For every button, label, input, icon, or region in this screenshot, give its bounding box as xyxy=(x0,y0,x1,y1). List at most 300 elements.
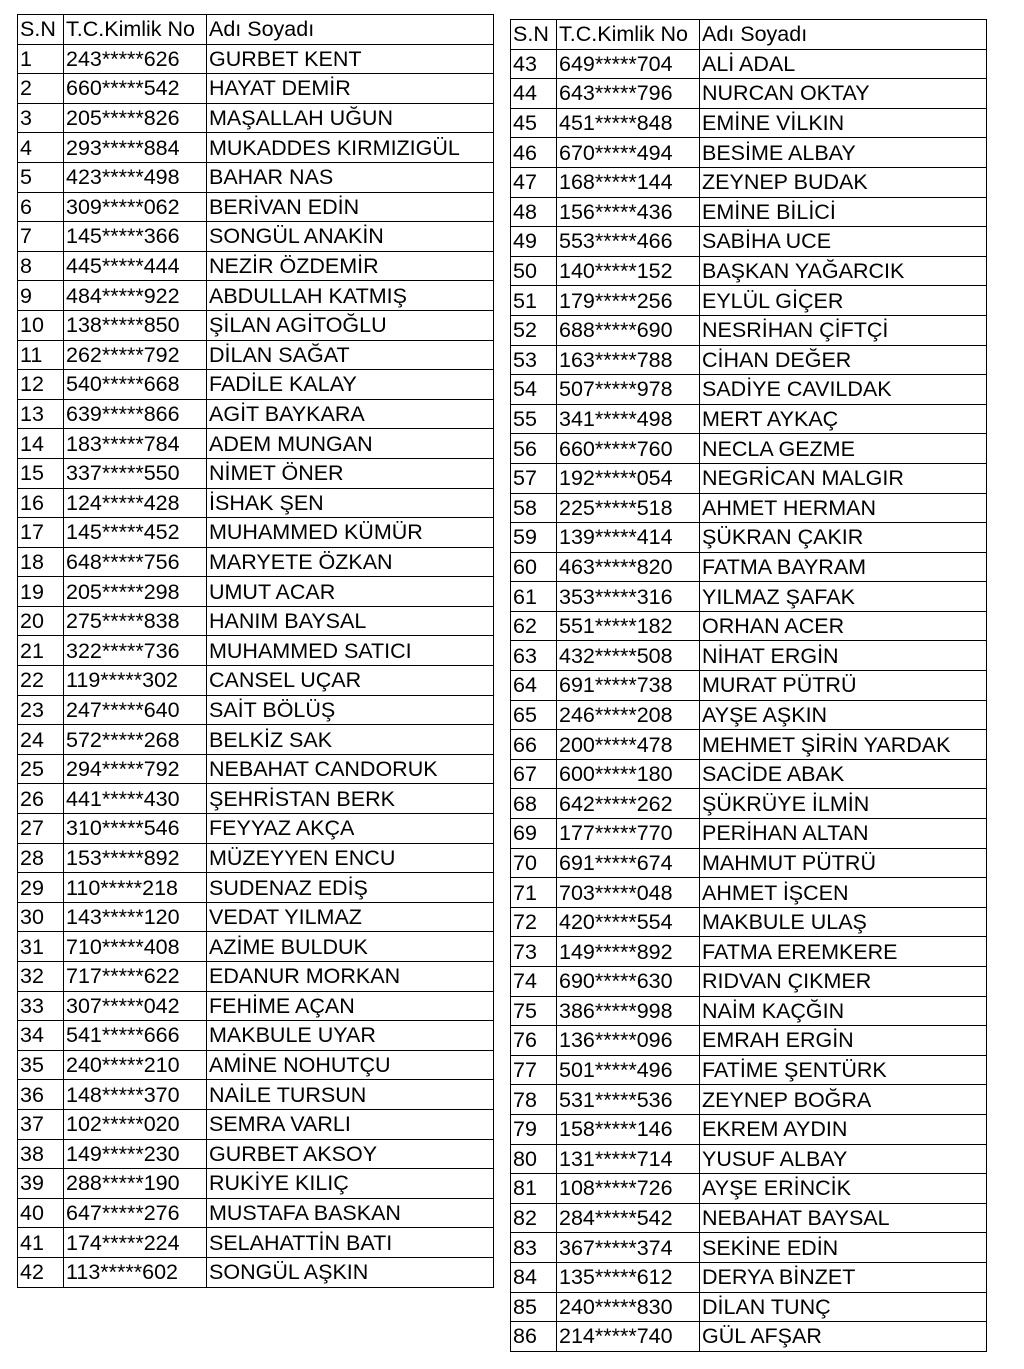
table-row xyxy=(18,1139,494,1169)
cell-name: DERYA BİNZET xyxy=(700,1262,987,1292)
cell-tc-kimlik: 293*****884 xyxy=(64,133,207,163)
cell-name: BAŞKAN YAĞARCIK xyxy=(700,256,987,286)
cell-sn: 24 xyxy=(18,725,64,755)
table-row xyxy=(511,759,987,789)
cell-tc-kimlik: 572*****268 xyxy=(64,725,207,755)
cell-tc-kimlik: 149*****892 xyxy=(557,937,700,967)
cell-tc-kimlik: 246*****208 xyxy=(557,700,700,730)
header-name: Adı Soyadı xyxy=(700,20,987,50)
header-tc: T.C.Kimlik No xyxy=(64,15,207,45)
cell-sn: 14 xyxy=(18,429,64,459)
cell-sn: 18 xyxy=(18,547,64,577)
cell-tc-kimlik: 294*****792 xyxy=(64,754,207,784)
cell-tc-kimlik: 163*****788 xyxy=(557,345,700,375)
cell-tc-kimlik: 124*****428 xyxy=(64,488,207,518)
cell-sn: 54 xyxy=(511,375,557,405)
cell-sn: 57 xyxy=(511,463,557,493)
cell-tc-kimlik: 337*****550 xyxy=(64,458,207,488)
cell-sn: 71 xyxy=(511,878,557,908)
table-row xyxy=(18,1080,494,1110)
cell-name: DİLAN SAĞAT xyxy=(207,340,494,370)
cell-tc-kimlik: 341*****498 xyxy=(557,404,700,434)
table-row xyxy=(18,103,494,133)
cell-sn: 41 xyxy=(18,1228,64,1258)
cell-sn: 44 xyxy=(511,79,557,109)
cell-tc-kimlik: 649*****704 xyxy=(557,49,700,79)
cell-name: AMİNE NOHUTÇU xyxy=(207,1050,494,1080)
cell-tc-kimlik: 174*****224 xyxy=(64,1228,207,1258)
table-row xyxy=(511,1292,987,1322)
table-row xyxy=(18,340,494,370)
cell-sn: 56 xyxy=(511,434,557,464)
cell-name: FADİLE KALAY xyxy=(207,370,494,400)
cell-tc-kimlik: 153*****892 xyxy=(64,843,207,873)
cell-tc-kimlik: 262*****792 xyxy=(64,340,207,370)
cell-sn: 52 xyxy=(511,315,557,345)
table-row xyxy=(511,700,987,730)
table-row xyxy=(18,518,494,548)
cell-sn: 1 xyxy=(18,44,64,74)
header-sn: S.N xyxy=(18,15,64,45)
cell-sn: 6 xyxy=(18,192,64,222)
cell-name: ORHAN ACER xyxy=(700,611,987,641)
cell-sn: 83 xyxy=(511,1233,557,1263)
cell-sn: 26 xyxy=(18,784,64,814)
cell-tc-kimlik: 284*****542 xyxy=(557,1203,700,1233)
cell-name: MARYETE ÖZKAN xyxy=(207,547,494,577)
cell-sn: 67 xyxy=(511,759,557,789)
cell-name: FATİME ŞENTÜRK xyxy=(700,1055,987,1085)
cell-sn: 63 xyxy=(511,641,557,671)
table-row xyxy=(18,991,494,1021)
cell-name: ŞEHRİSTAN BERK xyxy=(207,784,494,814)
cell-tc-kimlik: 309*****062 xyxy=(64,192,207,222)
cell-name: GÜL AFŞAR xyxy=(700,1322,987,1352)
cell-sn: 66 xyxy=(511,730,557,760)
cell-tc-kimlik: 275*****838 xyxy=(64,606,207,636)
cell-sn: 22 xyxy=(18,666,64,696)
table-row xyxy=(18,192,494,222)
table-row xyxy=(511,1322,987,1352)
table-row xyxy=(511,611,987,641)
cell-name: UMUT ACAR xyxy=(207,577,494,607)
cell-tc-kimlik: 110*****218 xyxy=(64,873,207,903)
table-row xyxy=(18,281,494,311)
cell-tc-kimlik: 119*****302 xyxy=(64,666,207,696)
table-row xyxy=(18,1257,494,1287)
cell-tc-kimlik: 240*****830 xyxy=(557,1292,700,1322)
cell-sn: 39 xyxy=(18,1169,64,1199)
cell-name: NAİM KAÇĞIN xyxy=(700,996,987,1026)
cell-tc-kimlik: 177*****770 xyxy=(557,819,700,849)
cell-tc-kimlik: 386*****998 xyxy=(557,996,700,1026)
table-row xyxy=(511,315,987,345)
cell-tc-kimlik: 310*****546 xyxy=(64,814,207,844)
table-row xyxy=(511,138,987,168)
cell-sn: 5 xyxy=(18,162,64,192)
cell-tc-kimlik: 432*****508 xyxy=(557,641,700,671)
table-row xyxy=(18,754,494,784)
cell-sn: 21 xyxy=(18,636,64,666)
table-row xyxy=(18,1198,494,1228)
cell-tc-kimlik: 214*****740 xyxy=(557,1322,700,1352)
cell-sn: 36 xyxy=(18,1080,64,1110)
cell-tc-kimlik: 717*****622 xyxy=(64,962,207,992)
cell-tc-kimlik: 240*****210 xyxy=(64,1050,207,1080)
table-row xyxy=(511,641,987,671)
cell-name: MEHMET ŞİRİN YARDAK xyxy=(700,730,987,760)
cell-name: EYLÜL GİÇER xyxy=(700,286,987,316)
cell-sn: 70 xyxy=(511,848,557,878)
cell-tc-kimlik: 553*****466 xyxy=(557,227,700,257)
cell-name: SELAHATTİN BATI xyxy=(207,1228,494,1258)
table-row xyxy=(511,197,987,227)
cell-name: MURAT PÜTRÜ xyxy=(700,671,987,701)
cell-tc-kimlik: 501*****496 xyxy=(557,1055,700,1085)
cell-sn: 33 xyxy=(18,991,64,1021)
table-row xyxy=(18,873,494,903)
cell-tc-kimlik: 451*****848 xyxy=(557,108,700,138)
table-row xyxy=(18,606,494,636)
cell-sn: 76 xyxy=(511,1026,557,1056)
cell-tc-kimlik: 690*****630 xyxy=(557,967,700,997)
cell-sn: 11 xyxy=(18,340,64,370)
cell-sn: 32 xyxy=(18,962,64,992)
cell-name: AGİT BAYKARA xyxy=(207,399,494,429)
cell-tc-kimlik: 156*****436 xyxy=(557,197,700,227)
cell-tc-kimlik: 648*****756 xyxy=(64,547,207,577)
cell-name: FEHİME AÇAN xyxy=(207,991,494,1021)
table-row xyxy=(511,789,987,819)
cell-name: PERİHAN ALTAN xyxy=(700,819,987,849)
cell-sn: 23 xyxy=(18,695,64,725)
cell-sn: 69 xyxy=(511,819,557,849)
cell-name: ALİ ADAL xyxy=(700,49,987,79)
table-row xyxy=(511,167,987,197)
cell-name: HAYAT DEMİR xyxy=(207,74,494,104)
table-row xyxy=(511,1174,987,1204)
cell-sn: 40 xyxy=(18,1198,64,1228)
table-row xyxy=(511,434,987,464)
cell-name: SADİYE CAVILDAK xyxy=(700,375,987,405)
cell-sn: 43 xyxy=(511,49,557,79)
cell-name: AYŞE ERİNCİK xyxy=(700,1174,987,1204)
table-row xyxy=(18,666,494,696)
table-row xyxy=(18,784,494,814)
table-row xyxy=(18,962,494,992)
cell-sn: 7 xyxy=(18,222,64,252)
cell-name: ABDULLAH KATMIŞ xyxy=(207,281,494,311)
cell-name: RIDVAN ÇIKMER xyxy=(700,967,987,997)
cell-tc-kimlik: 540*****668 xyxy=(64,370,207,400)
cell-sn: 62 xyxy=(511,611,557,641)
table-row xyxy=(511,1233,987,1263)
cell-name: ZEYNEP BUDAK xyxy=(700,167,987,197)
cell-name: SONGÜL ANAKİN xyxy=(207,222,494,252)
cell-tc-kimlik: 463*****820 xyxy=(557,552,700,582)
cell-sn: 78 xyxy=(511,1085,557,1115)
cell-tc-kimlik: 113*****602 xyxy=(64,1257,207,1287)
cell-tc-kimlik: 531*****536 xyxy=(557,1085,700,1115)
cell-tc-kimlik: 135*****612 xyxy=(557,1262,700,1292)
cell-tc-kimlik: 145*****366 xyxy=(64,222,207,252)
cell-sn: 61 xyxy=(511,582,557,612)
cell-name: BESİME ALBAY xyxy=(700,138,987,168)
cell-tc-kimlik: 225*****518 xyxy=(557,493,700,523)
cell-name: MAHMUT PÜTRÜ xyxy=(700,848,987,878)
cell-tc-kimlik: 691*****674 xyxy=(557,848,700,878)
left-table xyxy=(17,14,494,1288)
table-row xyxy=(511,1055,987,1085)
cell-tc-kimlik: 353*****316 xyxy=(557,582,700,612)
cell-tc-kimlik: 145*****452 xyxy=(64,518,207,548)
cell-name: EMİNE VİLKIN xyxy=(700,108,987,138)
cell-tc-kimlik: 507*****978 xyxy=(557,375,700,405)
cell-name: MUHAMMED SATICI xyxy=(207,636,494,666)
cell-name: HANIM BAYSAL xyxy=(207,606,494,636)
cell-sn: 73 xyxy=(511,937,557,967)
cell-name: SEMRA VARLI xyxy=(207,1109,494,1139)
table-row xyxy=(511,730,987,760)
cell-tc-kimlik: 600*****180 xyxy=(557,759,700,789)
cell-name: ŞÜKRÜYE İLMİN xyxy=(700,789,987,819)
cell-tc-kimlik: 140*****152 xyxy=(557,256,700,286)
cell-name: MUHAMMED KÜMÜR xyxy=(207,518,494,548)
cell-tc-kimlik: 148*****370 xyxy=(64,1080,207,1110)
cell-name: YUSUF ALBAY xyxy=(700,1144,987,1174)
cell-tc-kimlik: 643*****796 xyxy=(557,79,700,109)
cell-sn: 45 xyxy=(511,108,557,138)
cell-tc-kimlik: 288*****190 xyxy=(64,1169,207,1199)
cell-name: AYŞE AŞKIN xyxy=(700,700,987,730)
cell-name: AHMET HERMAN xyxy=(700,493,987,523)
cell-tc-kimlik: 420*****554 xyxy=(557,907,700,937)
cell-name: SABİHA UCE xyxy=(700,227,987,257)
cell-name: ŞİLAN AGİTOĞLU xyxy=(207,310,494,340)
cell-tc-kimlik: 445*****444 xyxy=(64,251,207,281)
table-row xyxy=(511,345,987,375)
cell-name: BERİVAN EDİN xyxy=(207,192,494,222)
cell-sn: 58 xyxy=(511,493,557,523)
table-row xyxy=(18,1021,494,1051)
cell-tc-kimlik: 139*****414 xyxy=(557,523,700,553)
cell-tc-kimlik: 205*****826 xyxy=(64,103,207,133)
cell-sn: 77 xyxy=(511,1055,557,1085)
cell-sn: 65 xyxy=(511,700,557,730)
table-row xyxy=(511,493,987,523)
cell-name: NİMET ÖNER xyxy=(207,458,494,488)
cell-sn: 49 xyxy=(511,227,557,257)
cell-name: İSHAK ŞEN xyxy=(207,488,494,518)
cell-tc-kimlik: 183*****784 xyxy=(64,429,207,459)
cell-name: BELKİZ SAK xyxy=(207,725,494,755)
table-row xyxy=(511,937,987,967)
cell-sn: 42 xyxy=(18,1257,64,1287)
cell-tc-kimlik: 670*****494 xyxy=(557,138,700,168)
cell-tc-kimlik: 423*****498 xyxy=(64,162,207,192)
cell-tc-kimlik: 243*****626 xyxy=(64,44,207,74)
cell-sn: 81 xyxy=(511,1174,557,1204)
cell-tc-kimlik: 192*****054 xyxy=(557,463,700,493)
right-table-body xyxy=(511,20,987,1352)
cell-tc-kimlik: 703*****048 xyxy=(557,878,700,908)
cell-tc-kimlik: 205*****298 xyxy=(64,577,207,607)
cell-name: ZEYNEP BOĞRA xyxy=(700,1085,987,1115)
cell-sn: 2 xyxy=(18,74,64,104)
table-row xyxy=(18,843,494,873)
cell-name: FEYYAZ AKÇA xyxy=(207,814,494,844)
table-row xyxy=(511,1114,987,1144)
table-row xyxy=(511,463,987,493)
table-row xyxy=(511,256,987,286)
table-row xyxy=(18,44,494,74)
cell-name: MUKADDES KIRMIZIGÜL xyxy=(207,133,494,163)
table-row xyxy=(511,108,987,138)
cell-name: NURCAN OKTAY xyxy=(700,79,987,109)
table-row xyxy=(18,162,494,192)
table-row xyxy=(18,133,494,163)
cell-sn: 50 xyxy=(511,256,557,286)
cell-name: CİHAN DEĞER xyxy=(700,345,987,375)
cell-name: NECLA GEZME xyxy=(700,434,987,464)
cell-sn: 8 xyxy=(18,251,64,281)
table-row xyxy=(18,458,494,488)
cell-name: RUKİYE KILIÇ xyxy=(207,1169,494,1199)
right-table xyxy=(510,19,987,1352)
cell-sn: 80 xyxy=(511,1144,557,1174)
table-row xyxy=(511,375,987,405)
table-row xyxy=(511,819,987,849)
table-row xyxy=(511,1262,987,1292)
cell-sn: 35 xyxy=(18,1050,64,1080)
cell-name: EMİNE BİLİCİ xyxy=(700,197,987,227)
table-row xyxy=(511,996,987,1026)
cell-tc-kimlik: 102*****020 xyxy=(64,1109,207,1139)
table-row xyxy=(511,523,987,553)
cell-name: EDANUR MORKAN xyxy=(207,962,494,992)
cell-name: NESRİHAN ÇİFTÇİ xyxy=(700,315,987,345)
table-row xyxy=(18,1050,494,1080)
table-row xyxy=(18,370,494,400)
cell-tc-kimlik: 367*****374 xyxy=(557,1233,700,1263)
table-row xyxy=(511,552,987,582)
cell-sn: 55 xyxy=(511,404,557,434)
cell-name: FATMA EREMKERE xyxy=(700,937,987,967)
cell-name: NİHAT ERGİN xyxy=(700,641,987,671)
cell-tc-kimlik: 179*****256 xyxy=(557,286,700,316)
header-tc: T.C.Kimlik No xyxy=(557,20,700,50)
table-row xyxy=(511,671,987,701)
cell-tc-kimlik: 660*****542 xyxy=(64,74,207,104)
header-row xyxy=(511,20,987,50)
table-row xyxy=(18,1109,494,1139)
cell-name: DİLAN TUNÇ xyxy=(700,1292,987,1322)
cell-sn: 3 xyxy=(18,103,64,133)
cell-sn: 59 xyxy=(511,523,557,553)
table-row xyxy=(18,902,494,932)
cell-name: MAKBULE UYAR xyxy=(207,1021,494,1051)
cell-name: SONGÜL AŞKIN xyxy=(207,1257,494,1287)
cell-sn: 60 xyxy=(511,552,557,582)
cell-tc-kimlik: 108*****726 xyxy=(557,1174,700,1204)
cell-sn: 30 xyxy=(18,902,64,932)
cell-name: MERT AYKAÇ xyxy=(700,404,987,434)
cell-name: NEZİR ÖZDEMİR xyxy=(207,251,494,281)
cell-name: ŞÜKRAN ÇAKIR xyxy=(700,523,987,553)
cell-tc-kimlik: 322*****736 xyxy=(64,636,207,666)
cell-sn: 51 xyxy=(511,286,557,316)
cell-tc-kimlik: 149*****230 xyxy=(64,1139,207,1169)
table-row xyxy=(18,547,494,577)
cell-sn: 9 xyxy=(18,281,64,311)
cell-tc-kimlik: 441*****430 xyxy=(64,784,207,814)
cell-sn: 27 xyxy=(18,814,64,844)
cell-name: EKREM AYDIN xyxy=(700,1114,987,1144)
cell-name: YILMAZ ŞAFAK xyxy=(700,582,987,612)
cell-name: SACİDE ABAK xyxy=(700,759,987,789)
table-row xyxy=(18,814,494,844)
cell-sn: 25 xyxy=(18,754,64,784)
header-name: Adı Soyadı xyxy=(207,15,494,45)
table-row xyxy=(18,399,494,429)
table-row xyxy=(18,74,494,104)
cell-tc-kimlik: 138*****850 xyxy=(64,310,207,340)
cell-name: CANSEL UÇAR xyxy=(207,666,494,696)
cell-tc-kimlik: 660*****760 xyxy=(557,434,700,464)
cell-sn: 75 xyxy=(511,996,557,1026)
cell-tc-kimlik: 168*****144 xyxy=(557,167,700,197)
cell-tc-kimlik: 551*****182 xyxy=(557,611,700,641)
cell-sn: 53 xyxy=(511,345,557,375)
cell-tc-kimlik: 307*****042 xyxy=(64,991,207,1021)
table-row xyxy=(511,967,987,997)
table-row xyxy=(511,404,987,434)
cell-name: MUSTAFA BASKAN xyxy=(207,1198,494,1228)
cell-sn: 74 xyxy=(511,967,557,997)
cell-sn: 79 xyxy=(511,1114,557,1144)
cell-tc-kimlik: 200*****478 xyxy=(557,730,700,760)
cell-name: VEDAT YILMAZ xyxy=(207,902,494,932)
table-row xyxy=(18,577,494,607)
table-row xyxy=(18,429,494,459)
cell-sn: 37 xyxy=(18,1109,64,1139)
table-row xyxy=(18,695,494,725)
table-row xyxy=(511,1026,987,1056)
cell-name: GURBET AKSOY xyxy=(207,1139,494,1169)
cell-sn: 20 xyxy=(18,606,64,636)
cell-tc-kimlik: 691*****738 xyxy=(557,671,700,701)
cell-sn: 48 xyxy=(511,197,557,227)
cell-sn: 72 xyxy=(511,907,557,937)
cell-sn: 34 xyxy=(18,1021,64,1051)
cell-sn: 86 xyxy=(511,1322,557,1352)
cell-sn: 68 xyxy=(511,789,557,819)
cell-name: NEBAHAT CANDORUK xyxy=(207,754,494,784)
cell-sn: 10 xyxy=(18,310,64,340)
cell-sn: 28 xyxy=(18,843,64,873)
cell-sn: 46 xyxy=(511,138,557,168)
table-row xyxy=(511,848,987,878)
cell-name: AHMET İŞCEN xyxy=(700,878,987,908)
cell-tc-kimlik: 710*****408 xyxy=(64,932,207,962)
cell-sn: 15 xyxy=(18,458,64,488)
table-row xyxy=(511,79,987,109)
cell-name: NAİLE TURSUN xyxy=(207,1080,494,1110)
cell-tc-kimlik: 647*****276 xyxy=(64,1198,207,1228)
cell-sn: 38 xyxy=(18,1139,64,1169)
table-row xyxy=(511,286,987,316)
header-sn: S.N xyxy=(511,20,557,50)
